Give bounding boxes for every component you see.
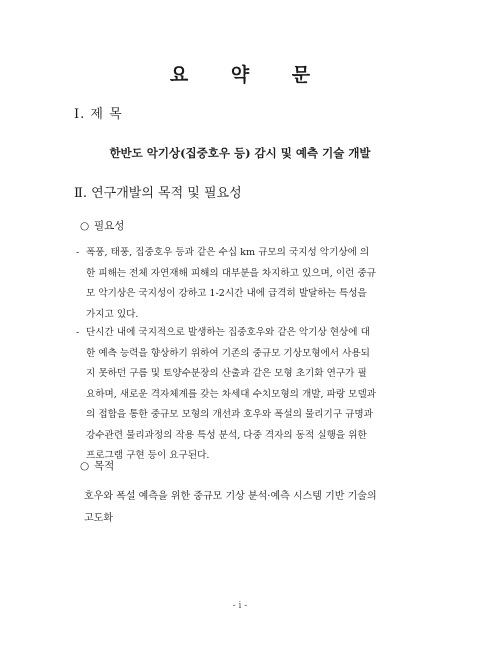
bullet-line: 가지고 있다.: [86, 308, 139, 320]
necessity-label: 필요성: [94, 220, 125, 232]
research-subject: 한반도 악기상(집중호우 등) 감시 및 예측 기술 개발: [109, 146, 371, 160]
objective-text: [84, 486, 440, 530]
objective-line: 호우와 폭설 예측을 위한 중규모 기상 분석·예측 시스템 기반 기술의: [84, 491, 377, 502]
document-title: 요 약 문: [169, 64, 329, 86]
bullet-line: 폭풍, 태풍, 집중호우 등과 같은 수십 km 규모의 국지성 악기상에 의: [86, 247, 370, 258]
dash-bullet-icon: -: [76, 327, 80, 338]
bullet-line: 한 피해는 전체 자연재해 피해의 대부분을 차지하고 있으며, 이런 중규: [86, 267, 376, 279]
objective-heading: [80, 458, 114, 473]
section-heading-title: Ⅰ. 제 목: [74, 107, 123, 122]
necessity-bullet-1: [76, 243, 438, 325]
page-number: - i -: [232, 601, 248, 611]
bullet-line: 단시간 내에 국지적으로 발생하는 집중호우와 같은 악기상 현상에 대: [86, 327, 370, 338]
bullet-line: 강수관련 물리과정의 작용 특성 분석, 다중 격자의 동적 실행을 위한: [86, 429, 367, 441]
objective-line: 고도화: [84, 513, 113, 524]
dash-bullet-icon: -: [76, 247, 80, 258]
objective-label: 목적: [94, 460, 115, 472]
necessity-heading: [80, 218, 124, 233]
bullet-line: 모 악기상은 국지성이 강하고 1-2시간 내에 급격히 발달하는 특성을: [86, 288, 367, 299]
circle-bullet-icon: ○: [80, 460, 90, 472]
bullet-line: 요하며, 새로운 격자체계를 갖는 차세대 수치모형의 개발, 파랑 모델과: [86, 388, 376, 400]
circle-bullet-icon: ○: [80, 220, 90, 232]
bullet-line: 의 접합을 통한 중규모 모형의 개선과 호우와 폭설의 물리기구 규명과: [86, 409, 373, 420]
necessity-bullet-2: [76, 323, 438, 467]
bullet-line: 프로그램 구현 등이 요구된다.: [86, 450, 210, 461]
section-heading-purpose: Ⅱ. 연구개발의 목적 및 필요성: [74, 186, 242, 201]
bullet-line: 지 못하던 구름 및 토양수분장의 산출과 같은 모형 초기화 연구가 필: [86, 368, 367, 379]
bullet-line: 한 예측 능력을 향상하기 위하여 기존의 중규모 기상모형에서 사용되: [86, 347, 370, 359]
